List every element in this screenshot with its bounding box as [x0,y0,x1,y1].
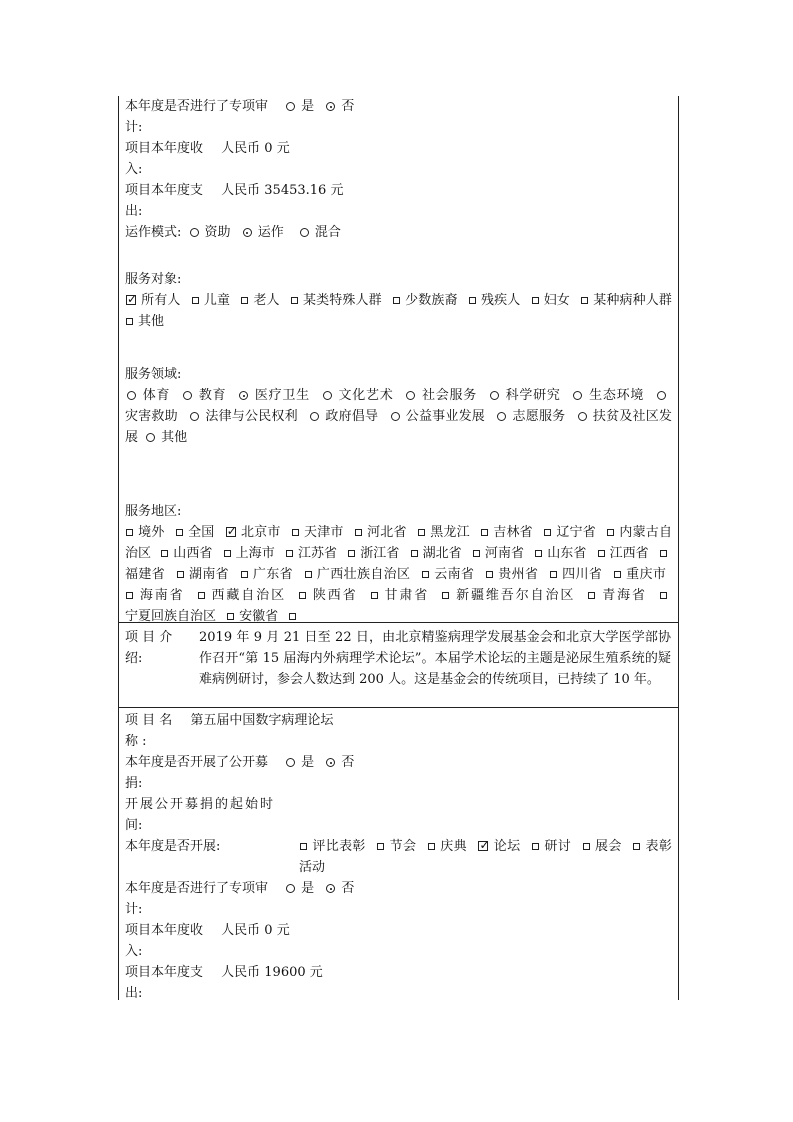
region-checkbox[interactable] [607,529,614,536]
expense2-value: 人民币 19600 元 [221,965,323,980]
field-medical-radio[interactable] [239,391,248,400]
target-checkbox[interactable] [393,297,400,304]
audit-no-label: 否 [341,99,355,114]
target-option: 少数族裔 [405,293,458,308]
field-option: 体育 [142,388,171,403]
region-checkbox[interactable] [286,550,293,557]
field-option: 教育 [198,388,227,403]
region-option: 北京市 [240,525,281,540]
region-checkbox[interactable] [486,571,493,578]
field-option: 其他 [161,430,188,445]
region-option: 福建省 [125,567,166,582]
target-checkbox[interactable] [532,297,539,304]
fundraise-yes-label: 是 [301,755,315,770]
expense-label-cont: 出: [125,204,143,219]
start-label: 开展公开募捐的起始时 [125,797,276,812]
audit-row [125,96,672,117]
income-row [125,138,672,159]
target-options [125,290,672,332]
region-checkbox[interactable] [535,550,542,557]
field-radio[interactable] [310,412,319,421]
field-label: 服务领域: [125,367,182,382]
audit2-label-cont: 计: [125,902,143,917]
audit-yes-radio[interactable] [286,102,295,111]
region-option: 广西壮族自治区 [316,567,411,582]
region-checkbox[interactable] [422,571,429,578]
region-option: 湖南省 [188,567,230,582]
mode-operate-radio[interactable] [243,228,252,237]
field-radio[interactable] [497,412,506,421]
mode-option: 混合 [314,225,341,240]
desc-label-line2: 绍: [125,651,143,666]
region-option: 安徽省 [239,609,279,624]
mode-option: 运作 [257,225,284,240]
fundraise-yes-radio[interactable] [286,758,295,767]
region-checkbox[interactable] [176,529,183,536]
region-option: 浙江省 [360,546,400,561]
activity-option: 节会 [389,839,417,854]
region-option: 重庆市 [625,567,666,582]
name-value: 第五届中国数字病理论坛 [190,713,334,728]
income2-row [125,920,672,941]
region-option: 甘肃省 [382,588,430,603]
desc-label-line1: 项 目 介 [125,630,173,645]
region-checkbox[interactable] [198,592,205,599]
region-option: 吉林省 [493,525,533,540]
activity-checkbox[interactable] [583,843,590,850]
region-checkbox[interactable] [355,529,362,536]
region-option: 天津市 [303,525,344,540]
mode-option: 资助 [204,225,231,240]
income-label: 项目本年度收 [125,141,204,156]
target-option: 儿童 [203,293,231,308]
activity-option: 展会 [594,839,622,854]
field-option: 医疗卫生 [254,388,310,403]
field-radio[interactable] [323,391,332,400]
region-checkbox[interactable] [598,550,605,557]
region-checkbox[interactable] [126,592,133,599]
region-checkbox[interactable] [550,571,557,578]
income2-value: 人民币 0 元 [221,923,290,938]
region-checkbox[interactable] [241,571,248,578]
region-option: 贵州省 [497,567,539,582]
mode-label: 运作模式: [125,225,182,240]
field-radio[interactable] [578,412,587,421]
activity-checkbox[interactable] [300,843,307,850]
audit-label: 本年度是否进行了专项审 [125,99,269,114]
region-checkbox[interactable] [305,571,312,578]
field-option: 文化艺术 [337,388,394,403]
activity-checkbox[interactable] [377,843,384,850]
income-value: 人民币 0 元 [221,141,290,156]
target-checkbox[interactable] [126,318,133,325]
region-checkbox[interactable] [614,571,621,578]
field-option: 扶贫及社区发展 [125,409,672,445]
region-beijing-checkbox[interactable] [226,527,236,537]
name-label-cont: 称 : [125,734,147,749]
fundraise-no-label: 否 [341,755,355,770]
field-radio[interactable] [391,412,400,421]
region-checkbox[interactable] [588,592,595,599]
region-options [125,522,672,627]
region-checkbox[interactable] [161,550,168,557]
target-checkbox[interactable] [192,297,199,304]
activity-option: 表彰活动 [299,839,672,875]
name-label: 项 目 名 [125,713,173,728]
region-checkbox[interactable] [126,529,133,536]
fundraise-label-cont: 捐: [125,776,143,791]
target-option: 其他 [138,314,165,329]
target-all-checkbox[interactable] [126,295,136,305]
field-option: 法律与公民权利 [205,409,298,424]
start-label-cont: 间: [125,818,143,833]
mode-row [125,222,672,243]
field-radio[interactable] [127,391,136,400]
expense-label: 项目本年度支 [125,183,204,198]
region-option: 上海市 [235,546,275,561]
field-option: 志愿服务 [512,409,566,424]
name-row [125,710,672,731]
region-checkbox[interactable] [177,571,184,578]
income2-label: 项目本年度收 [125,923,204,938]
target-option: 老人 [253,293,280,308]
region-checkbox[interactable] [442,592,449,599]
field-radio[interactable] [490,391,499,400]
activity-label: 本年度是否开展: [125,839,221,854]
target-checkbox[interactable] [291,297,298,304]
region-option: 山东省 [547,546,587,561]
region-checkbox[interactable] [227,613,234,620]
region-option: 广东省 [252,567,293,582]
region-option: 云南省 [433,567,475,582]
audit-yes-label: 是 [301,99,315,114]
income2-label-cont: 入: [125,944,143,959]
mode-mixed-radio[interactable] [300,228,309,237]
audit2-yes-radio[interactable] [286,884,295,893]
audit2-no-radio[interactable] [326,884,335,893]
target-checkbox[interactable] [241,297,248,304]
field-radio[interactable] [190,412,199,421]
region-checkbox[interactable] [473,550,480,557]
region-option: 境外 [138,525,165,540]
target-option: 某类特殊人群 [302,293,382,308]
activity-option: 庆典 [439,839,467,854]
region-option: 江西省 [609,546,649,561]
income-label-cont: 入: [125,162,143,177]
target-option: 所有人 [141,293,181,308]
field-option: 公益事业发展 [405,409,485,424]
fundraise-label: 本年度是否开展了公开募 [125,755,269,770]
audit-no-radio[interactable] [326,102,335,111]
region-option: 河南省 [484,546,525,561]
activity-options [299,836,672,878]
region-option: 陕西省 [311,588,358,603]
field-option: 生态环境 [588,388,645,403]
region-checkbox[interactable] [544,529,551,536]
target-label: 服务对象: [125,272,182,287]
activity-checkbox[interactable] [633,843,640,850]
activity-option: 评比表彰 [312,839,366,854]
region-option: 新疆维吾尔自治区 [454,588,576,603]
expense-value: 人民币 35453.16 元 [221,183,344,198]
region-option: 全国 [187,525,215,540]
region-checkbox[interactable] [348,550,355,557]
region-option: 青海省 [600,588,647,603]
project-2-details [118,708,679,1000]
target-option: 残疾人 [480,293,521,308]
region-option: 黑龙江 [430,525,470,540]
fundraise-no-radio[interactable] [326,758,335,767]
field-option: 灾害救助 [125,409,178,424]
activity-option: 论坛 [493,839,521,854]
region-checkbox[interactable] [418,529,425,536]
target-checkbox[interactable] [469,297,476,304]
region-checkbox[interactable] [660,550,667,557]
region-option: 西藏自治区 [209,588,286,603]
expense2-label-cont: 出: [125,986,143,1001]
region-option: 山西省 [173,546,213,561]
field-radio[interactable] [146,433,155,442]
region-checkbox[interactable] [371,592,378,599]
region-checkbox[interactable] [481,529,488,536]
audit2-yes-label: 是 [301,881,315,896]
field-radio[interactable] [406,391,415,400]
region-option: 江苏省 [297,546,338,561]
audit2-no-label: 否 [341,881,355,896]
region-option: 湖北省 [422,546,462,561]
field-option: 科学研究 [504,388,561,403]
region-option: 海南省 [138,588,185,603]
activity-option: 研讨 [544,839,572,854]
expense-row [125,180,672,201]
region-checkbox[interactable] [224,550,231,557]
region-option: 辽宁省 [556,525,596,540]
activity-checkbox[interactable] [532,843,539,850]
region-checkbox[interactable] [660,592,667,599]
target-option: 妇女 [543,293,570,308]
audit2-label: 本年度是否进行了专项审 [125,881,269,896]
region-option: 宁夏回族自治区 [125,609,217,624]
fundraise-row [125,752,672,773]
desc-label [125,627,185,669]
expense2-label: 项目本年度支 [125,965,204,980]
region-checkbox[interactable] [299,592,306,599]
region-checkbox[interactable] [289,613,296,620]
audit-label-cont: 计: [125,120,143,135]
region-checkbox[interactable] [411,550,418,557]
audit2-row [125,878,672,899]
desc-text: 2019 年 9 月 21 日至 22 日，由北京精鉴病理学发展基金会和北京大学医学部协作召开“第 15 届海内外病理学术论坛”。本届学术论坛的主题是泌尿生殖系统的疑难病例研讨，参会人数达到 200 人。这是基金会的传统项目，已持续了 10 年。 [199,630,671,687]
region-option: 河北省 [366,525,407,540]
region-label: 服务地区: [125,504,182,519]
region-checkbox[interactable] [292,529,299,536]
field-options [125,385,672,448]
region-option: 四川省 [561,567,603,582]
target-checkbox[interactable] [581,297,588,304]
project-1-description [118,623,679,708]
target-option: 某种病种人群 [593,293,672,308]
region-option: 内蒙古自治区 [125,525,672,561]
activity-checkbox[interactable] [428,843,435,850]
activity-forum-checkbox[interactable] [478,841,488,851]
field-option: 社会服务 [421,388,477,403]
field-radio[interactable] [183,391,192,400]
field-option: 政府倡导 [325,409,379,424]
project-1-details [118,96,679,623]
field-radio[interactable] [657,391,666,400]
expense2-row [125,962,672,983]
mode-fund-radio[interactable] [190,228,199,237]
field-radio[interactable] [573,391,582,400]
